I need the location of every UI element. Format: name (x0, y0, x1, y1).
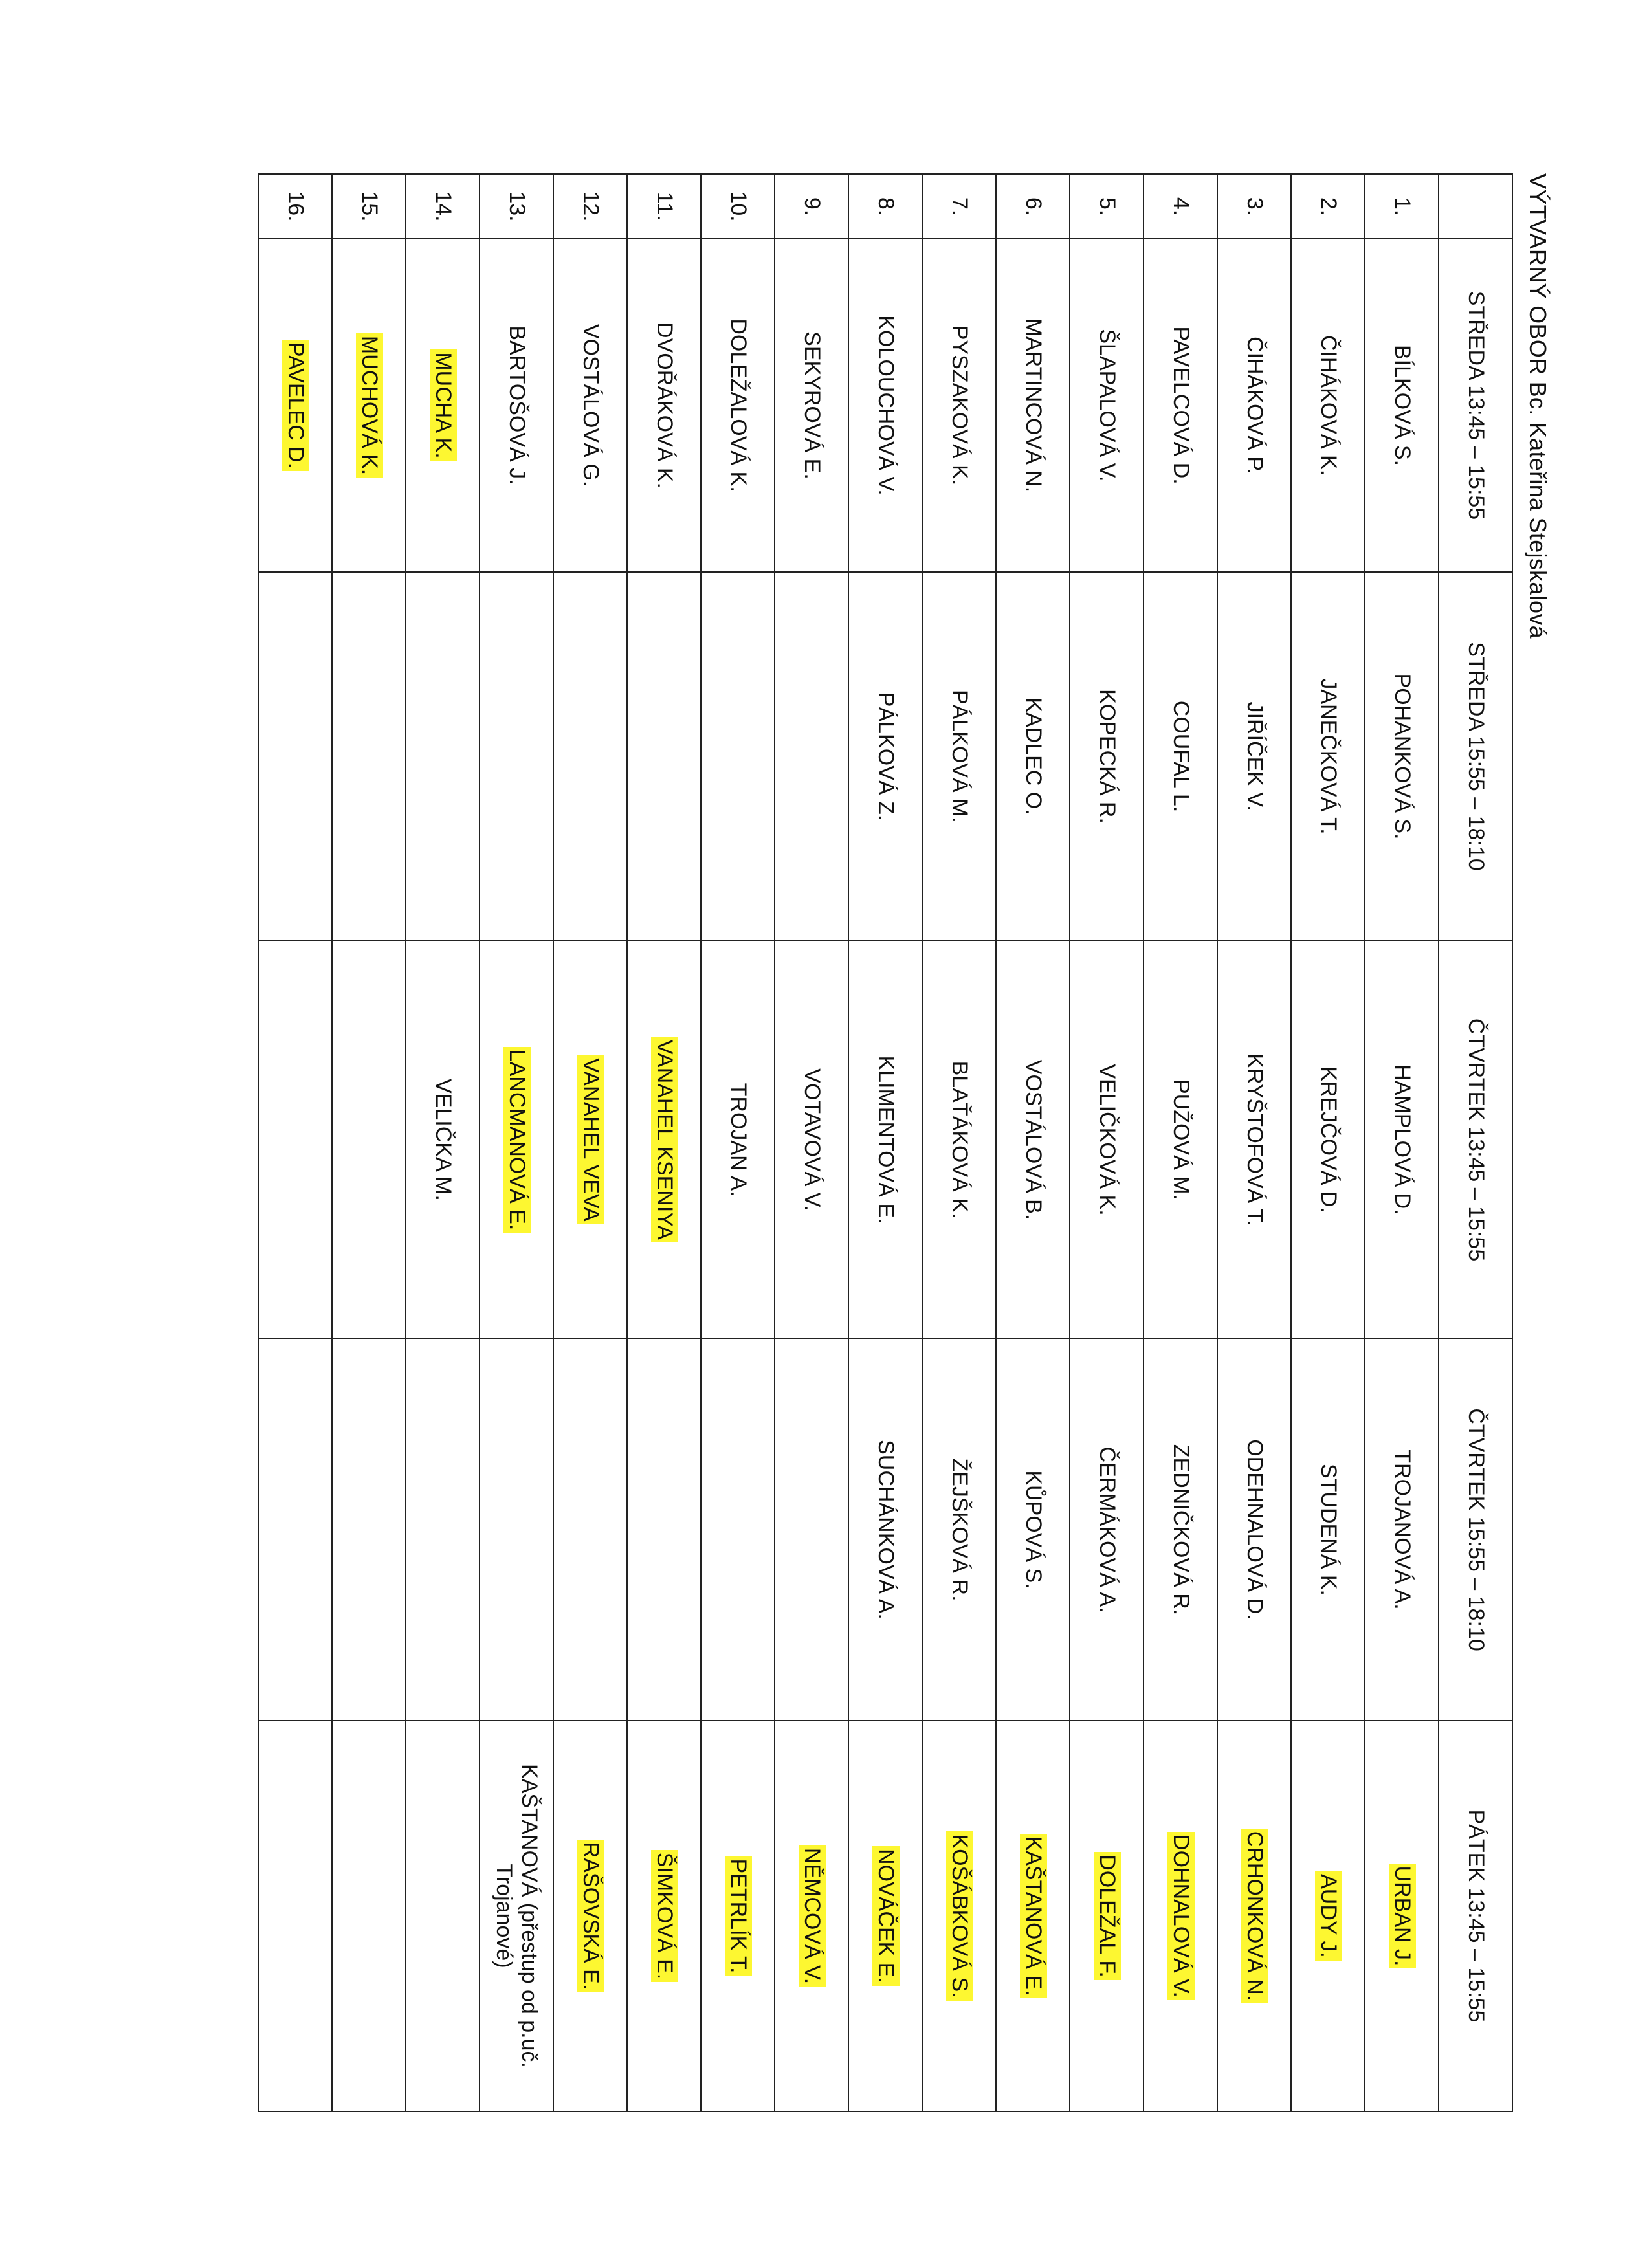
cell-friday (701, 1721, 775, 2111)
cell-wednesday-late (406, 572, 480, 941)
cell-thursday-late: ODEHNALOVÁ D. (1217, 1339, 1291, 1721)
table-row (1217, 174, 1291, 2111)
cell-thursday-early (553, 941, 627, 1339)
cell-thursday-late (775, 1339, 848, 1721)
highlighted-name: MUCHOVÁ K. (356, 333, 383, 478)
cell-wednesday-late: JIŘÍČEK V. (1217, 572, 1291, 941)
cell-friday (1144, 1721, 1217, 2111)
cell-thursday-late (332, 1339, 406, 1721)
cell-wednesday-early: ŠLAPALOVÁ V. (1070, 239, 1144, 572)
cell-friday (332, 1721, 406, 2111)
cell-wednesday-early (406, 239, 480, 572)
header-wednesday-late: STŘEDA 15:55 – 18:10 (1439, 572, 1512, 941)
cell-wednesday-early: VOSTÁLOVÁ G. (553, 239, 627, 572)
cell-thursday-early: TROJAN A. (701, 941, 775, 1339)
cell-friday (406, 1721, 480, 2111)
cell-friday (1070, 1721, 1144, 2111)
highlighted-name: PETRLÍK T. (725, 1856, 752, 1976)
cell-friday (1217, 1721, 1291, 2111)
cell-thursday-early: KREJČOVÁ D. (1291, 941, 1365, 1339)
cell-thursday-early: VELIČKA M. (406, 941, 480, 1339)
cell-wednesday-late (627, 572, 701, 941)
cell-thursday-late (258, 1339, 332, 1721)
highlighted-name: LANCMANOVÁ E. (503, 1047, 531, 1233)
row-number: 4. (1144, 174, 1217, 239)
cell-thursday-late: ŽEJŠKOVÁ R. (922, 1339, 996, 1721)
cell-thursday-early (627, 941, 701, 1339)
cell-friday (848, 1721, 922, 2111)
highlighted-name: CRHONKOVÁ N. (1241, 1829, 1268, 2004)
row-number: 8. (848, 174, 922, 239)
cell-thursday-early: PUŽOVÁ M. (1144, 941, 1217, 1339)
highlighted-name: PAVELEC D. (282, 340, 309, 471)
cell-friday (553, 1721, 627, 2111)
highlighted-name: DOHNALOVÁ V. (1167, 1832, 1195, 2000)
highlighted-name: ŠIMKOVÁ E. (651, 1850, 678, 1983)
cell-wednesday-late (553, 572, 627, 941)
cell-thursday-late: KŮPOVÁ S. (996, 1339, 1070, 1721)
highlighted-name: AUDY J. (1315, 1871, 1342, 1961)
cell-wednesday-late (701, 572, 775, 941)
cell-wednesday-early: KOLOUCHOVÁ V. (848, 239, 922, 572)
highlighted-name: DOLEŽAL F. (1094, 1852, 1121, 1980)
row-number: 6. (996, 174, 1070, 239)
highlighted-name: KOŠÁBKOVÁ S. (946, 1831, 973, 2000)
cell-friday (1291, 1721, 1365, 2111)
row-number: 1. (1365, 174, 1439, 239)
row-number: 16. (258, 174, 332, 239)
cell-wednesday-early (258, 239, 332, 572)
cell-thursday-early: HAMPLOVÁ D. (1365, 941, 1439, 1339)
header-wednesday-early: STŘEDA 13:45 – 15:55 (1439, 239, 1512, 572)
row-number: 10. (701, 174, 775, 239)
cell-wednesday-late: COUFAL L. (1144, 572, 1217, 941)
cell-thursday-late (627, 1339, 701, 1721)
cell-wednesday-early: PYSZAKOVÁ K. (922, 239, 996, 572)
cell-wednesday-late (332, 572, 406, 941)
row-number: 3. (1217, 174, 1291, 239)
cell-friday (996, 1721, 1070, 2111)
cell-thursday-early: BLAŤÁKOVÁ K. (922, 941, 996, 1339)
document-title: VÝTVARNÝ OBOR Bc. Kateřina Stejskalová (1525, 173, 1551, 639)
cell-thursday-early: KLIMENTOVÁ E. (848, 941, 922, 1339)
table-row (480, 174, 553, 2111)
table-row (1365, 174, 1439, 2111)
cell-thursday-late (406, 1339, 480, 1721)
table-row (1070, 174, 1144, 2111)
cell-wednesday-early: SEKYROVÁ E. (775, 239, 848, 572)
cell-wednesday-late (775, 572, 848, 941)
schedule-table (258, 173, 1513, 2112)
cell-thursday-late: ZEDNIČKOVÁ R. (1144, 1339, 1217, 1721)
row-number: 9. (775, 174, 848, 239)
row-number: 12. (553, 174, 627, 239)
cell-thursday-late (553, 1339, 627, 1721)
highlighted-name: URBAN J. (1389, 1864, 1416, 1969)
highlighted-name: VANAHEL KSENIYA (651, 1037, 678, 1242)
table-row (775, 174, 848, 2111)
table-row (1291, 174, 1365, 2111)
cell-friday (258, 1721, 332, 2111)
table-row (406, 174, 480, 2111)
cell-wednesday-early: ČIHÁKOVÁ P. (1217, 239, 1291, 572)
row-number: 7. (922, 174, 996, 239)
cell-wednesday-late (480, 572, 553, 941)
cell-wednesday-early: ČIHÁKOVÁ K. (1291, 239, 1365, 572)
table-row (848, 174, 922, 2111)
cell-thursday-early (258, 941, 332, 1339)
row-number: 2. (1291, 174, 1365, 239)
row-number: 15. (332, 174, 406, 239)
cell-thursday-early (332, 941, 406, 1339)
cell-thursday-early (480, 941, 553, 1339)
table-row (627, 174, 701, 2111)
cell-wednesday-late: POHANKOVÁ S. (1365, 572, 1439, 941)
row-number: 5. (1070, 174, 1144, 239)
cell-wednesday-early: BARTOŠOVÁ J. (480, 239, 553, 572)
row-number: 13. (480, 174, 553, 239)
cell-wednesday-early (332, 239, 406, 572)
cell-wednesday-early: PAVELCOVÁ D. (1144, 239, 1217, 572)
highlighted-name: MUCHA K. (430, 349, 457, 461)
cell-wednesday-late (258, 572, 332, 941)
cell-thursday-early: VOTAVOVÁ V. (775, 941, 848, 1339)
highlighted-name: KAŠTANOVÁ E. (1020, 1834, 1047, 1999)
table-row (332, 174, 406, 2111)
highlighted-name: VANAHEL VEVA (577, 1055, 604, 1224)
table-row (922, 174, 996, 2111)
cell-wednesday-late: PÁLKOVÁ M. (922, 572, 996, 941)
cell-friday (922, 1721, 996, 2111)
cell-wednesday-early: MARTINCOVÁ N. (996, 239, 1070, 572)
cell-wednesday-early: BÍLKOVÁ S. (1365, 239, 1439, 572)
cell-wednesday-early: DOLEŽALOVÁ K. (701, 239, 775, 572)
highlighted-name: RAŠOVSKÁ E. (577, 1840, 604, 1993)
cell-thursday-late: STUDENÁ K. (1291, 1339, 1365, 1721)
header-row (1439, 174, 1512, 2111)
highlighted-name: NĚMCOVÁ V. (799, 1845, 826, 1987)
cell-friday (775, 1721, 848, 2111)
cell-wednesday-late: KOPECKÁ R. (1070, 572, 1144, 941)
header-number (1439, 174, 1512, 239)
cell-friday-note: KAŠTANOVÁ (přestup od p.uč. Trojanové) (480, 1721, 553, 2111)
row-number: 14. (406, 174, 480, 239)
cell-thursday-late: ČERMÁKOVÁ A. (1070, 1339, 1144, 1721)
cell-thursday-late (480, 1339, 553, 1721)
highlighted-name: NOVÁČEK E. (872, 1846, 900, 1986)
cell-wednesday-late: PÁLKOVÁ Z. (848, 572, 922, 941)
table-row (258, 174, 332, 2111)
header-thursday-early: ČTVRTEK 13:45 – 15:55 (1439, 941, 1512, 1339)
table-row (996, 174, 1070, 2111)
header-friday: PÁTEK 13:45 – 15:55 (1439, 1721, 1512, 2111)
row-number: 11. (627, 174, 701, 239)
table-row (553, 174, 627, 2111)
table-row (1144, 174, 1217, 2111)
cell-thursday-late: SUCHÁNKOVÁ A. (848, 1339, 922, 1721)
cell-thursday-late (701, 1339, 775, 1721)
cell-wednesday-late: JANEČKOVÁ T. (1291, 572, 1365, 941)
cell-thursday-early: VOSTÁLOVÁ B. (996, 941, 1070, 1339)
cell-friday (1365, 1721, 1439, 2111)
table-row (701, 174, 775, 2111)
cell-wednesday-late: KADLEC O. (996, 572, 1070, 941)
cell-wednesday-early: DVOŘÁKOVÁ K. (627, 239, 701, 572)
cell-friday (627, 1721, 701, 2111)
header-thursday-late: ČTVRTEK 15:55 – 18:10 (1439, 1339, 1512, 1721)
cell-thursday-early: KRYŠTOFOVÁ T. (1217, 941, 1291, 1339)
cell-thursday-late: TROJANOVÁ A. (1365, 1339, 1439, 1721)
cell-thursday-early: VELIČKOVÁ K. (1070, 941, 1144, 1339)
